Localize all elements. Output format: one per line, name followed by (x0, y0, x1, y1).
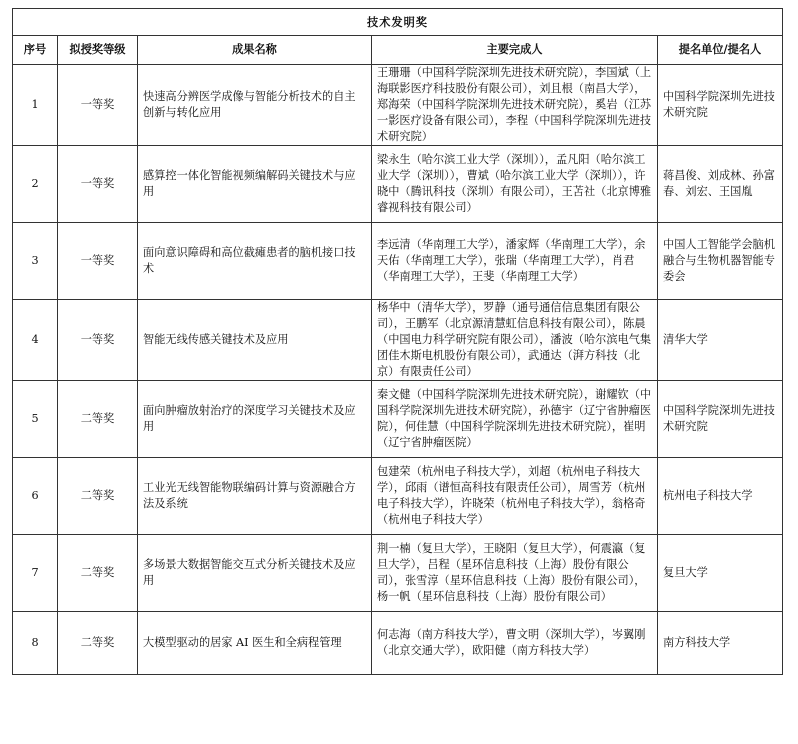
row-award-level: 一等奖 (58, 300, 138, 381)
header-achievement-name: 成果名称 (138, 36, 372, 65)
row-contributors: 梁永生（哈尔滨工业大学（深圳）），孟凡阳（哈尔滨工业大学（深圳）），曹斌（哈尔滨工业大学（深圳）），许晓中（腾讯科技（深圳）有限公司），王苫社（北京博雅睿视科技有限公司） (372, 146, 658, 223)
table-row (13, 535, 783, 612)
row-number: 5 (13, 381, 58, 458)
row-contributors: 王珊珊（中国科学院深圳先进技术研究院），李国斌（上海联影医疗科技股份有限公司），刘且根（南昌大学），郑海荣（中国科学院深圳先进技术研究院），奚岩（江苏一影医疗设备有限公司），李程（中国科学院深圳先进技术研究院） (372, 65, 658, 146)
table-row (13, 223, 783, 300)
row-award-level: 一等奖 (58, 223, 138, 300)
row-contributors: 杨华中（清华大学），罗静（通号通信信息集团有限公司），王鹏军（北京源清慧虹信息科技有限公司），陈晨（中国电力科学研究院有限公司），潘波（哈尔滨电气集团佳木斯电机股份有限公司），武通达（湃方科技（北京）有限责任公司） (372, 300, 658, 381)
row-number: 6 (13, 458, 58, 535)
table-row (13, 146, 783, 223)
row-award-level: 二等奖 (58, 535, 138, 612)
header-main-contributors: 主要完成人 (372, 36, 658, 65)
row-nominator: 清华大学 (658, 300, 783, 381)
table-title-row (13, 9, 783, 36)
row-achievement-name: 面向意识障碍和高位截瘫患者的脑机接口技术 (138, 223, 372, 300)
row-contributors: 荆一楠（复旦大学），王晓阳（复旦大学），何震瀛（复旦大学），吕程（星环信息科技（上海）股份有限公司），张雪淳（星环信息科技（上海）股份有限公司），杨一帆（星环信息科技（上海）股份有限公司） (372, 535, 658, 612)
award-table (12, 8, 783, 675)
row-achievement-name: 工业光无线智能物联编码计算与资源融合方法及系统 (138, 458, 372, 535)
row-achievement-name: 大模型驱动的居家 AI 医生和全病程管理 (138, 612, 372, 675)
header-number: 序号 (13, 36, 58, 65)
row-number: 2 (13, 146, 58, 223)
row-contributors: 何志海（南方科技大学），曹文明（深圳大学），岑翼刚（北京交通大学），欧阳健（南方科技大学） (372, 612, 658, 675)
row-contributors: 秦文健（中国科学院深圳先进技术研究院），谢耀钦（中国科学院深圳先进技术研究院），孙德宇（辽宁省肿瘤医院），何佳慧（中国科学院深圳先进技术研究院），崔明（辽宁省肿瘤医院） (372, 381, 658, 458)
header-row (13, 36, 783, 65)
row-nominator: 中国科学院深圳先进技术研究院 (658, 65, 783, 146)
row-nominator: 蒋昌俊、刘成林、孙富春、刘宏、王国胤 (658, 146, 783, 223)
table-row (13, 458, 783, 535)
table-row (13, 612, 783, 675)
row-contributors: 包建荣（杭州电子科技大学），刘超（杭州电子科技大学），邱雨（谱恒高科技有限责任公司），周雪芳（杭州电子科技大学），许晓荣（杭州电子科技大学），翁格奇（杭州电子科技大学） (372, 458, 658, 535)
header-nominator: 提名单位/提名人 (658, 36, 783, 65)
table-row (13, 65, 783, 146)
row-award-level: 一等奖 (58, 65, 138, 146)
row-nominator: 复旦大学 (658, 535, 783, 612)
row-number: 8 (13, 612, 58, 675)
row-achievement-name: 智能无线传感关键技术及应用 (138, 300, 372, 381)
row-achievement-name: 多场景大数据智能交互式分析关键技术及应用 (138, 535, 372, 612)
row-achievement-name: 面向肿瘤放射治疗的深度学习关键技术及应用 (138, 381, 372, 458)
row-award-level: 二等奖 (58, 458, 138, 535)
row-number: 7 (13, 535, 58, 612)
row-achievement-name: 感算控一体化智能视频编解码关键技术与应用 (138, 146, 372, 223)
row-nominator: 杭州电子科技大学 (658, 458, 783, 535)
row-achievement-name: 快速高分辨医学成像与智能分析技术的自主创新与转化应用 (138, 65, 372, 146)
table-title: 技术发明奖 (13, 9, 783, 36)
row-nominator: 中国科学院深圳先进技术研究院 (658, 381, 783, 458)
table-row (13, 300, 783, 381)
row-number: 3 (13, 223, 58, 300)
row-number: 1 (13, 65, 58, 146)
row-award-level: 二等奖 (58, 612, 138, 675)
row-nominator: 南方科技大学 (658, 612, 783, 675)
row-number: 4 (13, 300, 58, 381)
header-award-level: 拟授奖等级 (58, 36, 138, 65)
row-award-level: 二等奖 (58, 381, 138, 458)
row-contributors: 李远清（华南理工大学），潘家辉（华南理工大学），余天佑（华南理工大学），张瑞（华南理工大学），肖君（华南理工大学），王斐（华南理工大学） (372, 223, 658, 300)
table-row (13, 381, 783, 458)
row-award-level: 一等奖 (58, 146, 138, 223)
row-nominator: 中国人工智能学会脑机融合与生物机器智能专委会 (658, 223, 783, 300)
